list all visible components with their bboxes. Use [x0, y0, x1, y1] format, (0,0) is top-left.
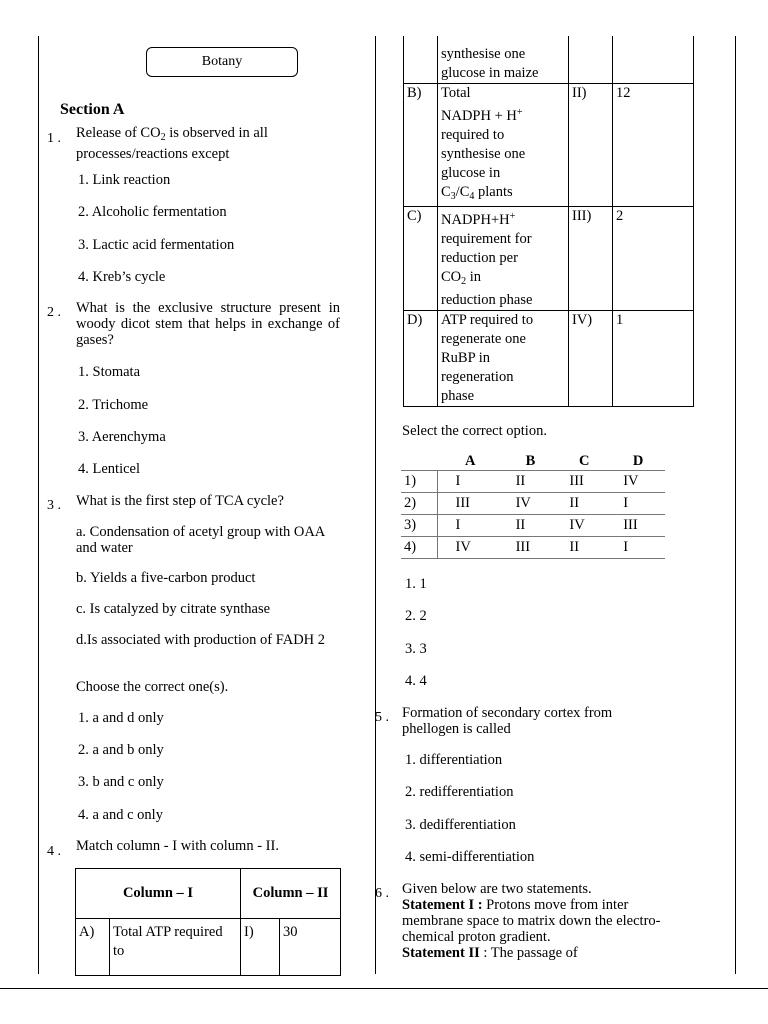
question-number: 4 . — [47, 844, 61, 859]
column-divider-line — [375, 36, 376, 974]
row-label-c: C) — [404, 207, 438, 311]
option-1[interactable]: 1. Link reaction — [78, 172, 171, 188]
option-2[interactable]: 2. Alcoholic fermentation — [78, 204, 227, 220]
option-2[interactable]: 2. redifferentiation — [405, 784, 514, 800]
value-iv: 1 — [613, 311, 694, 407]
answer-option-table — [401, 452, 665, 559]
statement-c: c. Is catalyzed by citrate synthase — [76, 601, 271, 617]
column-2-header: Column – II — [241, 869, 341, 919]
question-number: 1 . — [47, 131, 61, 146]
option-3[interactable]: 3. Lactic acid fermentation — [78, 237, 235, 253]
option-4[interactable]: 4. a and c only — [78, 807, 163, 823]
header-a: A — [465, 453, 476, 469]
question-number: 6 . — [375, 886, 389, 901]
row-label-a: A) — [76, 919, 110, 976]
value-i: 30 — [280, 919, 341, 976]
option-1[interactable]: 1. differentiation — [405, 752, 503, 768]
option-2[interactable]: 2. 2 — [405, 608, 427, 624]
column-1-header: Column – I — [76, 869, 241, 919]
row-b-text: Total NADPH + H+ required to synthesise one glucose in $C_3/C_4$ plants — [438, 84, 569, 207]
option-3[interactable]: 3. b and c only — [78, 774, 164, 790]
option-2[interactable]: 2. a and b only — [78, 742, 164, 758]
match-table-part-1 — [75, 868, 341, 976]
table-row: 4) IV III II I — [401, 537, 665, 559]
row-c-text: NADPH+H+ requirement for reduction per $CO_2$ in reduction phase — [438, 207, 569, 311]
question-number: 3 . — [47, 498, 61, 513]
page-bottom-line — [0, 988, 768, 989]
header-d: D — [632, 453, 644, 469]
right-margin-line — [735, 36, 736, 974]
option-4[interactable]: 4. Lenticel — [78, 461, 141, 477]
choose-prompt: Choose the correct one(s). — [76, 679, 229, 695]
option-4[interactable]: 4. Kreb’s cycle — [78, 269, 166, 285]
roman-i: I) — [241, 919, 280, 976]
statement-a: a. Condensation of acetyl group with OAA and water — [76, 524, 325, 556]
roman-iv: IV) — [569, 311, 613, 407]
subject-label: Botany — [146, 47, 298, 77]
roman-iii: III) — [569, 207, 613, 311]
row-a-text: Total ATP required to — [110, 919, 241, 976]
statement-b: b. Yields a five-carbon product — [76, 570, 256, 586]
value-iii: 2 — [613, 207, 694, 311]
option-1[interactable]: 1. a and d only — [78, 710, 164, 726]
header-c: C — [579, 453, 590, 469]
section-title: Section A — [60, 101, 125, 118]
roman-ii: II) — [569, 84, 613, 207]
match-table-part-2 — [403, 36, 694, 407]
question-text: Release of $CO_2$ is observed in all processes/reactions except — [76, 125, 268, 162]
header-b: B — [525, 453, 536, 469]
row-label-d: D) — [404, 311, 438, 407]
option-3[interactable]: 3. 3 — [405, 641, 427, 657]
question-text: Match column - I with column - II. — [76, 838, 279, 854]
option-1[interactable]: 1. Stomata — [78, 364, 141, 380]
left-margin-line — [38, 36, 39, 974]
continuation-label-cell — [404, 36, 438, 84]
row-label-b: B) — [404, 84, 438, 207]
table-row: 2) III IV II I — [401, 493, 665, 515]
statement-d: d.Is associated with production of FADH 2 — [76, 632, 326, 648]
option-4[interactable]: 4. 4 — [405, 673, 427, 689]
question-text: What is the exclusive structure present in woody dicot stem that helps in exchange of gases? — [76, 300, 340, 348]
question-number: 5 . — [375, 710, 389, 725]
value-ii: 12 — [613, 84, 694, 207]
option-3[interactable]: 3. dedifferentiation — [405, 817, 516, 833]
table-row: 3) I II IV III — [401, 515, 665, 537]
row-d-text: ATP required to regenerate one RuBP in regeneration phase — [438, 311, 569, 407]
table-row: 1) I II III IV — [401, 471, 665, 493]
option-1[interactable]: 1. 1 — [405, 576, 427, 592]
question-number: 2 . — [47, 305, 61, 320]
question-text: Given below are two statements. Statement I : Protons move from inter membrane space to matrix down the electro-chemical proton gradient. Statement II : The passage of — [402, 881, 661, 961]
question-text: Formation of secondary cortex from phellogen is called — [402, 705, 613, 737]
question-text: What is the first step of TCA cycle? — [76, 493, 284, 509]
option-3[interactable]: 3. Aerenchyma — [78, 429, 166, 445]
row-a-continuation: synthesise one glucose in maize — [438, 36, 569, 84]
option-4[interactable]: 4. semi-differentiation — [405, 849, 535, 865]
option-2[interactable]: 2. Trichome — [78, 397, 149, 413]
select-prompt: Select the correct option. — [402, 423, 547, 439]
